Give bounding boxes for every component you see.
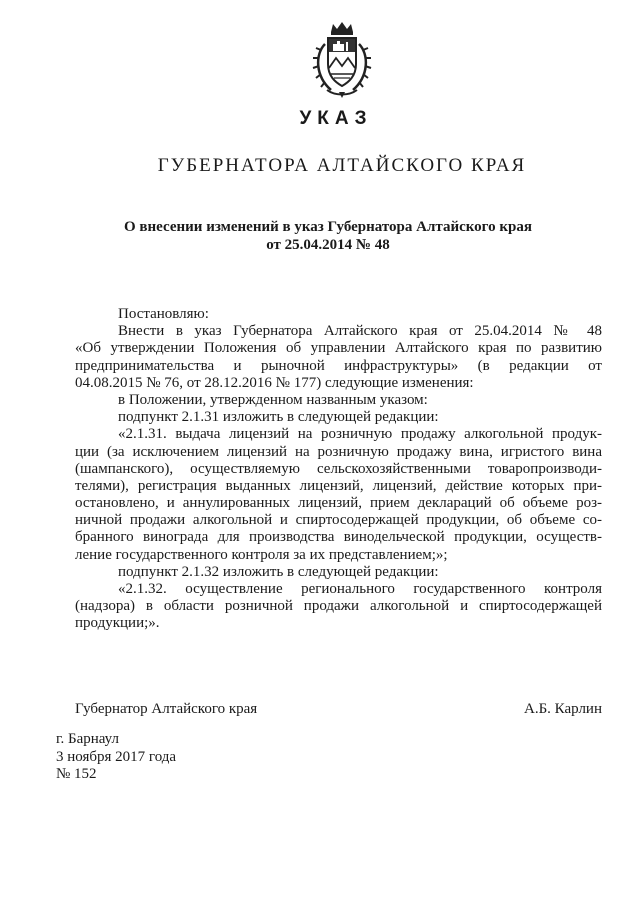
body-line: подпункт 2.1.32 изложить в следующей редакции:	[118, 563, 439, 580]
body-line: Постановляю:	[118, 306, 209, 322]
body-line: телями), регистрация выданных лицензий, лицензий, действие которых при-	[75, 477, 602, 494]
body-line: ничной продажи алкогольной и спиртосодержащей продукции, об объеме со-	[75, 512, 602, 529]
title-line: от 25.04.2014 № 48	[266, 237, 390, 253]
body-line: ление государственного контроля за их представлением;»;	[75, 546, 448, 563]
body-line: ции (за исключением лицензий на розничную продажу вина, игристого вина	[75, 443, 602, 460]
body-line: продукции;».	[75, 615, 160, 632]
body-line: в Положении, утвержденном названным указом:	[118, 391, 428, 408]
decree-number: № 152	[56, 766, 97, 782]
document-title	[0, 218, 640, 254]
title-line: О внесении изменений в указ Губернатора Алтайского края	[124, 219, 532, 235]
city: г. Барнаул	[56, 731, 119, 747]
body-line: подпункт 2.1.31 изложить в следующей редакции:	[118, 409, 439, 426]
body-line: «Об утверждении Положения об управлении Алтайского края по развитию	[75, 340, 602, 357]
coat-of-arms-emblem	[309, 20, 375, 100]
date: 3 ноября 2017 года	[56, 748, 177, 765]
body-line: остановлено, и аннулированных лицензий, прием деклараций об объеме роз-	[75, 495, 602, 512]
body-line: бранного винограда для производства винодельческой продукции, осуществ-	[75, 529, 602, 546]
signatory-name: А.Б. Карлин	[523, 701, 602, 717]
body-line: (надзора) в области розничной продажи алкогольной и спиртосодержащей	[75, 598, 602, 615]
issuer-heading: ГУБЕРНАТОРА АЛТАЙСКОГО КРАЯ	[157, 155, 527, 176]
signature-row	[75, 701, 602, 718]
body-line: (шампанского), осуществляемую сельскохозяйственными товаропроизводи-	[75, 460, 602, 477]
place-date-block	[56, 731, 176, 784]
body-line: Внести в указ Губернатора Алтайского края от 25.04.2014 № 48	[118, 323, 602, 340]
signatory-position: Губернатор Алтайского края	[75, 701, 258, 717]
body-line: «2.1.32. осуществление регионального государственного контроля	[118, 581, 602, 597]
decree-heading: УКАЗ	[299, 108, 373, 129]
document-body	[75, 306, 602, 633]
body-line: предпринимательства и рыночной инфраструктуры» (в редакции от	[75, 357, 602, 374]
body-line: 04.08.2015 № 76, от 28.12.2016 № 177) следующие изменения:	[75, 374, 474, 391]
body-line: «2.1.31. выдача лицензий на розничную продажу алкогольной продук-	[118, 426, 602, 443]
